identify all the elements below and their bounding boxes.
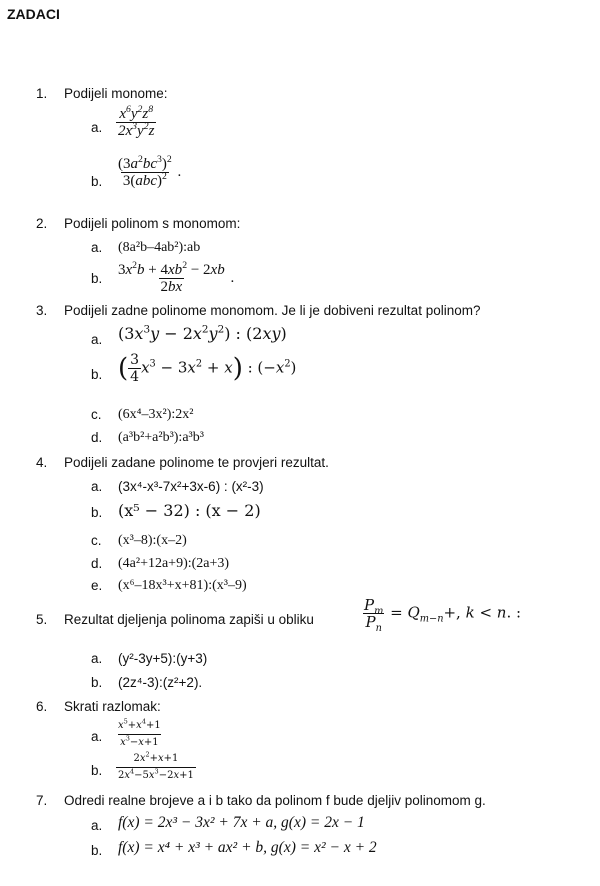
expr-4e: (x⁶–18x³+x+81):(x³–9) xyxy=(118,578,247,593)
expr-6a: $\frac{x^5+x^4+1}{x^3-x+1}$ xyxy=(116,718,163,751)
item-label: d. xyxy=(91,430,103,445)
item-label: a. xyxy=(91,240,103,255)
item-label: d. xyxy=(91,556,103,571)
task-number: 7. xyxy=(36,793,48,808)
item-label: b. xyxy=(91,675,103,690)
task-text: Podijeli monome: xyxy=(64,86,168,101)
expr-3c: (6x⁴–3x²):2x² xyxy=(118,407,194,422)
task-number: 6. xyxy=(36,699,48,714)
expr-7b: f(x) = x⁴ + x³ + ax² + b, g(x) = x² − x + 2 xyxy=(118,839,377,856)
expr-2a: (8a²b–4ab²):ab xyxy=(118,240,201,255)
task-text: Odredi realne brojeve a i b tako da polinom f bude djeljiv polinomom g. xyxy=(64,793,486,808)
task-number: 4. xyxy=(36,455,48,470)
task-number: 2. xyxy=(36,216,48,231)
expr-3b: ( $\frac{3}{4}$ $x^3 - 3x^2 + x$) : $(-x^2)$ xyxy=(118,352,297,385)
item-label: c. xyxy=(91,407,102,422)
expr-4d: (4a²+12a+9):(2a+3) xyxy=(118,556,230,571)
item-label: a. xyxy=(91,818,103,833)
item-label: b. xyxy=(91,367,103,382)
task-text: Podijeli zadane polinome te provjeri rezultat. xyxy=(64,455,329,470)
expr-3a: $(3x^3y - 2x^2y^2)$ : (2xy) xyxy=(118,323,287,343)
expr-1b: $\frac{(3a^2bc^3)^2}{3(abc)^2}$ . xyxy=(118,154,182,189)
expr-4c: (x³–8):(x–2) xyxy=(118,533,187,548)
item-label: b. xyxy=(91,843,103,858)
task-number: 5. xyxy=(36,612,48,627)
expr-6b: $\frac{2x^2+x+1}{2x^4-5x^3-2x+1}$ xyxy=(116,751,196,784)
item-label: e. xyxy=(91,578,103,593)
expr-4b: (x⁵ − 32) : (x − 2) xyxy=(118,501,261,520)
expr-3d: (a³b²+a²b³):a³b³ xyxy=(118,430,204,445)
expr-1a: $\frac{x^6y^2z^8}{2x^3y^2z}$ xyxy=(118,104,155,139)
item-label: b. xyxy=(91,763,103,778)
expr-7a: f(x) = 2x³ − 3x² + 7x + a, g(x) = 2x − 1 xyxy=(118,814,365,831)
expr-5b: (2z⁴-3):(z²+2). xyxy=(118,675,203,690)
task-text: Skrati razlomak: xyxy=(64,699,161,714)
expr-2b: $\frac{3x^2b + 4xb^2 - 2xb}{2bx}$ . xyxy=(118,260,235,295)
task-text: Rezultat djeljenja polinoma zapiši u obliku xyxy=(64,612,314,627)
item-label: a. xyxy=(91,729,103,744)
task-text: Podijeli polinom s monomom: xyxy=(64,216,241,231)
item-label: b. xyxy=(91,505,103,520)
item-label: a. xyxy=(91,120,103,135)
task-number: 3. xyxy=(36,303,48,318)
expr-5a: (y²-3y+5):(y+3) xyxy=(118,651,208,666)
expr-4a: (3x⁴-x³-7x²+3x-6) : (x²-3) xyxy=(118,479,264,494)
item-label: b. xyxy=(91,271,103,286)
item-label: a. xyxy=(91,651,103,666)
item-label: a. xyxy=(91,332,103,347)
item-label: b. xyxy=(91,174,103,189)
expr-5-form: $\frac{P_m}{P_n}$ = $Q_{m-n}+$, k < n. : xyxy=(364,596,522,634)
task-number: 1. xyxy=(36,86,48,101)
item-label: c. xyxy=(91,533,102,548)
item-label: a. xyxy=(91,479,103,494)
page-title: ZADACI xyxy=(7,6,60,22)
task-text: Podijeli zadne polinome monomom. Je li je dobiveni rezultat polinom? xyxy=(64,303,481,318)
